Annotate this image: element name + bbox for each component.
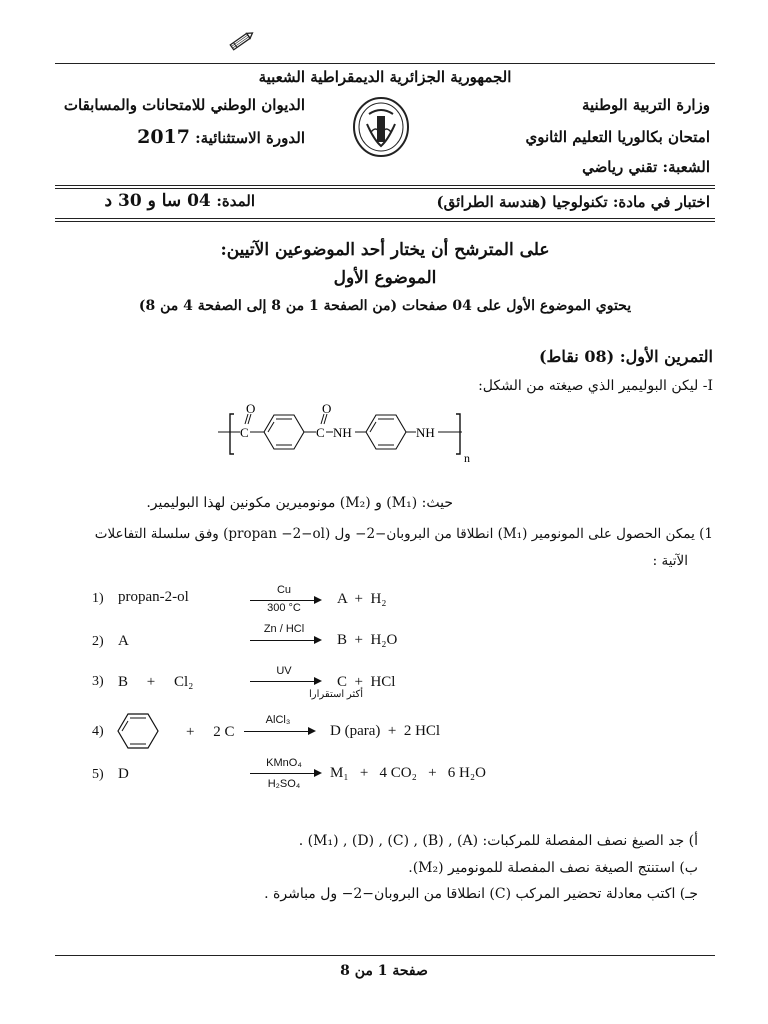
choose-instruction: على المترشح أن يختار أحد الموضوعين الآتيين: (220, 240, 550, 260)
reaction-number: 4) (92, 724, 104, 739)
exercise-title: التمرين الأول: (08 نقاط) (538, 347, 713, 366)
polymer-carbon-2: C (316, 425, 325, 440)
reaction-left: B + Cl₂ (118, 674, 194, 690)
emblem-icon (352, 96, 410, 158)
polymer-structure (212, 402, 502, 464)
reaction-condition-bottom: 300 °C (267, 602, 301, 614)
republic-title: الجمهورية الجزائرية الديمقراطية الشعبية (258, 68, 512, 86)
reaction-condition-top: Zn / HCl (263, 623, 305, 635)
reaction-arrow (244, 731, 308, 732)
footer-rule (55, 955, 715, 956)
session-year: 2017 (137, 126, 190, 148)
polymer-oxygen-1: O (246, 402, 256, 416)
polymer-carbon-1: C (240, 425, 249, 440)
reaction-condition-top: AlCl₃ (265, 714, 291, 726)
reaction-condition-top: UV (276, 665, 292, 677)
header-rule-3 (55, 218, 715, 219)
reaction-condition-bottom: أكثر استقرارا (309, 689, 363, 700)
question-a: أ) جد الصيغ نصف المفصلة للمركبات: (A) , (B) , (C) , (D) , (M₁) . (298, 833, 698, 849)
reaction-right: D (para) + 2 HCl (330, 723, 441, 739)
pages-note: يحتوي الموضوع الأول على 04 صفحات (من الصفحة 1 من 8 إلى الصفحة 4 من 8) (138, 298, 632, 314)
polymer-nh-2: NH (416, 425, 435, 440)
question-1-line-1: 1) يمكن الحصول على المونومير (M₁) انطلاقا من البروبان−2− ول (propan −2−ol) وفق سلسلة التفاعلات (94, 526, 713, 542)
reaction-right: M₁ + 4 CO₂ + 6 H₂O (330, 765, 486, 781)
duration-value: 04 سا و 30 د (104, 191, 211, 211)
top-rule (55, 63, 715, 64)
reaction-number: 3) (92, 674, 104, 689)
question-1-line-2: الآتية : (652, 553, 688, 569)
session-label: الدورة الاستثنائية: (195, 129, 305, 147)
reaction-condition-top: KMnO₄ (266, 757, 302, 769)
duration (55, 191, 255, 211)
reaction-arrow (250, 600, 314, 601)
header-rule-1 (55, 185, 715, 186)
branch: الشعبة: تقني رياضي (582, 158, 710, 176)
reaction-left: propan-2-ol (118, 589, 189, 605)
ministry-name: وزارة التربية الوطنية (581, 96, 710, 114)
reaction-left: + 2 C (186, 724, 235, 740)
header-rule-4 (55, 221, 715, 222)
pencil-icon (226, 28, 256, 54)
benzene-ring-icon (115, 711, 161, 751)
session-info (55, 126, 305, 148)
reaction-number: 1) (92, 591, 104, 606)
reaction-arrow (250, 640, 314, 641)
question-c: جـ) اكتب معادلة تحضير المركب (C) انطلاقا من البروبان−2− ول مباشرة . (264, 886, 698, 902)
header-rule-2 (55, 188, 715, 189)
office-name: الديوان الوطني للامتحانات والمسابقات (63, 96, 305, 114)
topic-title: الموضوع الأول (333, 268, 437, 288)
reaction-right: A + H₂ (337, 591, 387, 607)
page-number: صفحة 1 من 8 (340, 963, 428, 979)
reaction-left: D (118, 766, 129, 782)
part-one-intro: I- ليكن البوليمير الذي صيغته من الشكل: (478, 378, 713, 394)
reaction-condition-bottom: H₂SO₄ (267, 778, 301, 790)
reaction-right: B + H₂O (337, 632, 398, 648)
reaction-number: 2) (92, 634, 104, 649)
reaction-number: 5) (92, 767, 104, 782)
subject: اختبار في مادة: تكنولوجيا (هندسة الطرائق) (436, 193, 710, 211)
reaction-right: C + HCl (337, 674, 396, 690)
reaction-left: A (118, 633, 129, 649)
reaction-arrow (250, 773, 314, 774)
polymer-nh-1: NH (333, 425, 352, 440)
reaction-arrow (250, 681, 314, 682)
reaction-condition-top: Cu (276, 584, 292, 596)
exam-name: امتحان بكالوريا التعليم الثانوي (525, 128, 710, 146)
polymer-oxygen-2: O (322, 402, 332, 416)
monomers-note: حيث: (M₁) و (M₂) مونوميرين مكونين لهذا البوليمير. (146, 495, 453, 511)
polymer-n: n (464, 451, 470, 464)
duration-label: المدة: (216, 192, 255, 210)
question-b: ب) استنتج الصيغة نصف المفصلة للمونومير (M₂). (408, 860, 698, 876)
